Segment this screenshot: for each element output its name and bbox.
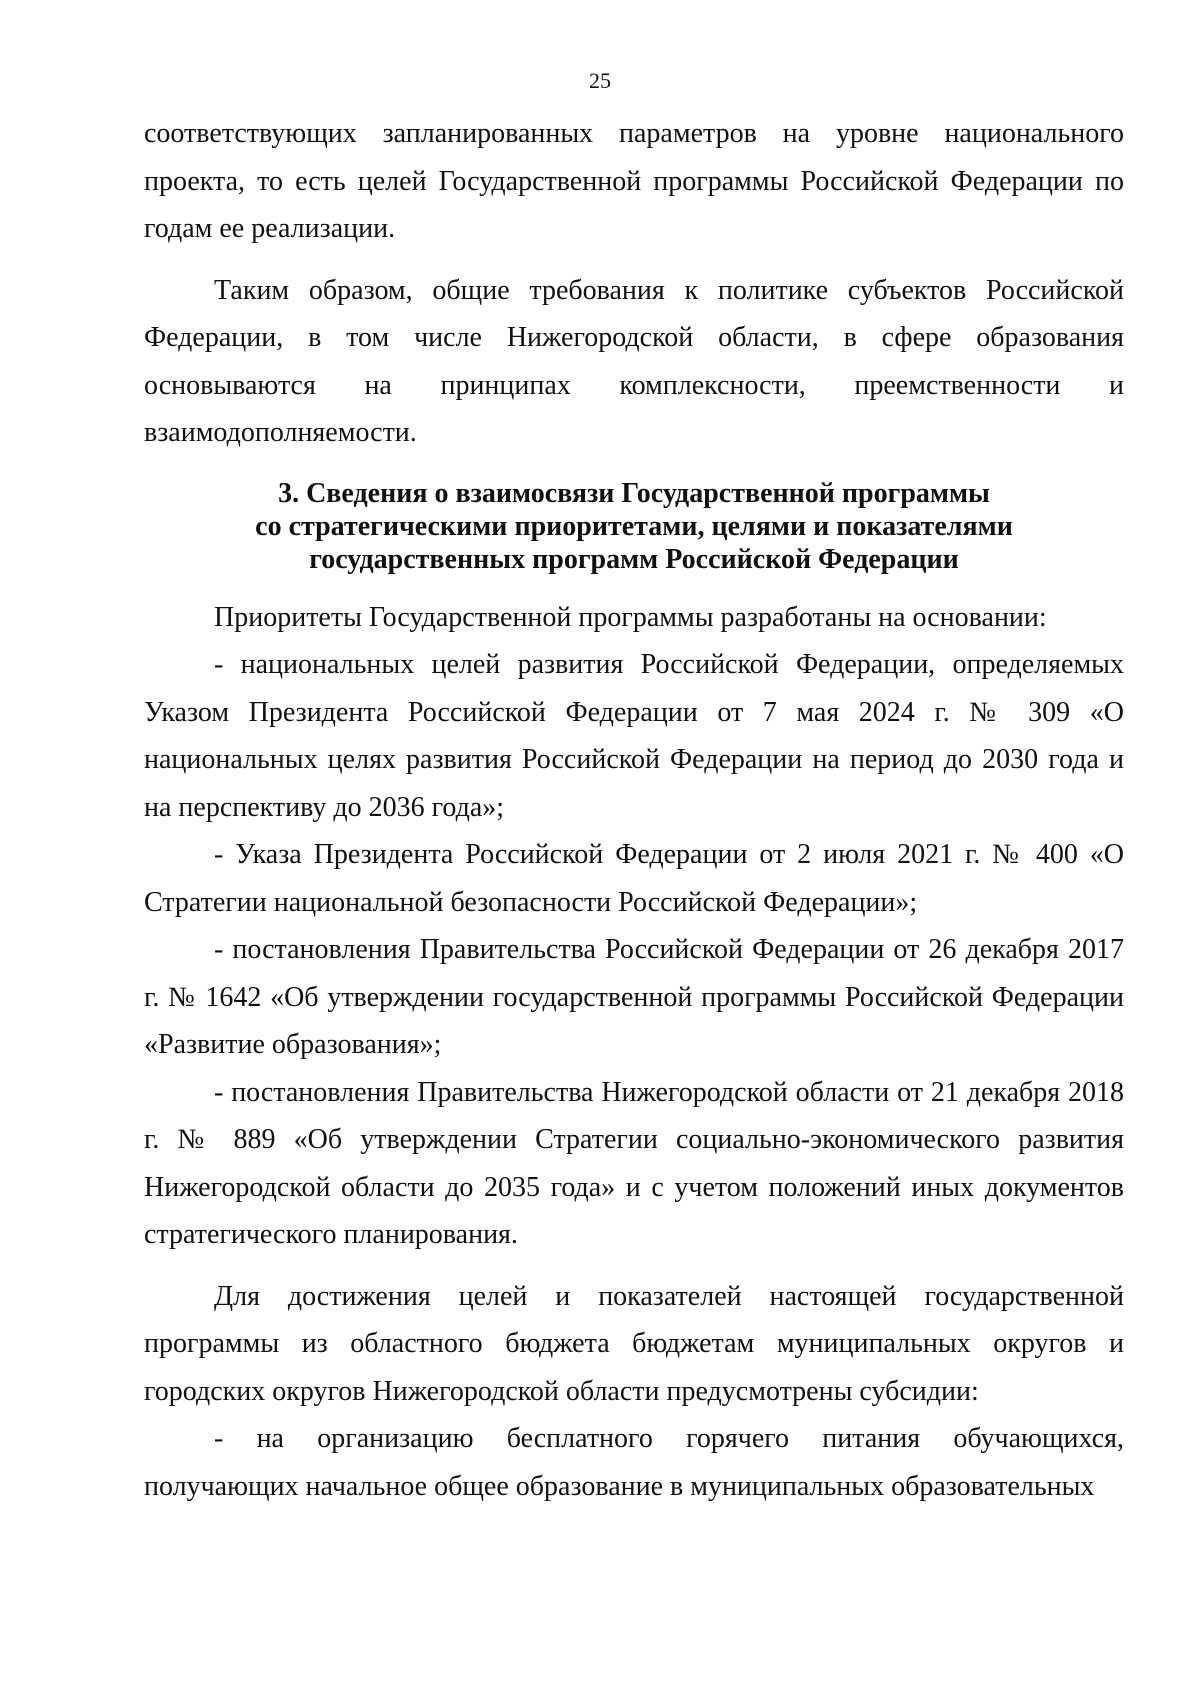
paragraph-gap [144,1259,1124,1273]
list-item-education-program: - постановления Правительства Российской Федерации от 26 декабря 2017 г. № 1642 «Об утверждении государственной программы Российской Федерации «Развитие образования»; [144,934,1124,1060]
list-item-regional-strategy: - постановления Правительства Нижегородской области от 21 декабря 2018 г. № 889 «Об утверждении Стратегии социально-экономического развития Нижегородской области до 2035 года» и с учетом положений иных документов стратегического планирования. [144,1076,1124,1250]
paragraph-2-line-1: Таким образом, общие требования к политике субъектов Российской [214,274,1124,306]
section-heading [144,477,1124,576]
list-item-national-goals: - национальных целей развития Российской Федерации, определяемых Указом Президента Российской Федерации от 7 мая 2024 г. № 309 «О национальных целях развития Российской Федерации на период до 2030 года и на перспективу до 2036 года»; [144,649,1124,823]
paragraph-2-line-2: Федерации, в том числе Нижегородской области, в сфере образования [144,322,1124,353]
section-heading-line-1: 3. Сведения о взаимосвязи Государственной программы [278,477,990,509]
paragraph-2-line-4: взаимодополняемости. [144,417,417,448]
document-body [144,110,1124,1510]
paragraph-gap [144,253,1124,267]
priorities-intro: Приоритеты Государственной программы разработаны на основании: [214,601,1047,633]
paragraph-1: проекта, то есть целей Государственной программы Российской Федерации по годам ее реализации. [144,165,1124,244]
list-item-hot-meals: - на организацию бесплатного горячего питания обучающихся, получающих начальное общее образование в муниципальных образовательных [144,1423,1124,1502]
paragraph-2-line-3: основываются на принципах комплексности, преемственности и [144,369,1124,401]
paragraph-1-line-1: соответствующих запланированных параметров на уровне национального [144,118,1124,149]
page-number: 25 [589,68,611,93]
section-heading-line-2: со стратегическими приоритетами, целями и показателями [255,510,1013,542]
subsidies-paragraph: Для достижения целей и показателей настоящей государственной программы из областного бюджета бюджетам муниципальных округов и городских округов Нижегородской области предусмотрены субсидии: [144,1280,1124,1407]
list-item-security-strategy: - Указа Президента Российской Федерации от 2 июля 2021 г. № 400 «О Стратегии национальной безопасности Российской Федерации»; [144,839,1124,918]
section-heading-line-3: государственных программ Российской Федерации [309,543,959,575]
